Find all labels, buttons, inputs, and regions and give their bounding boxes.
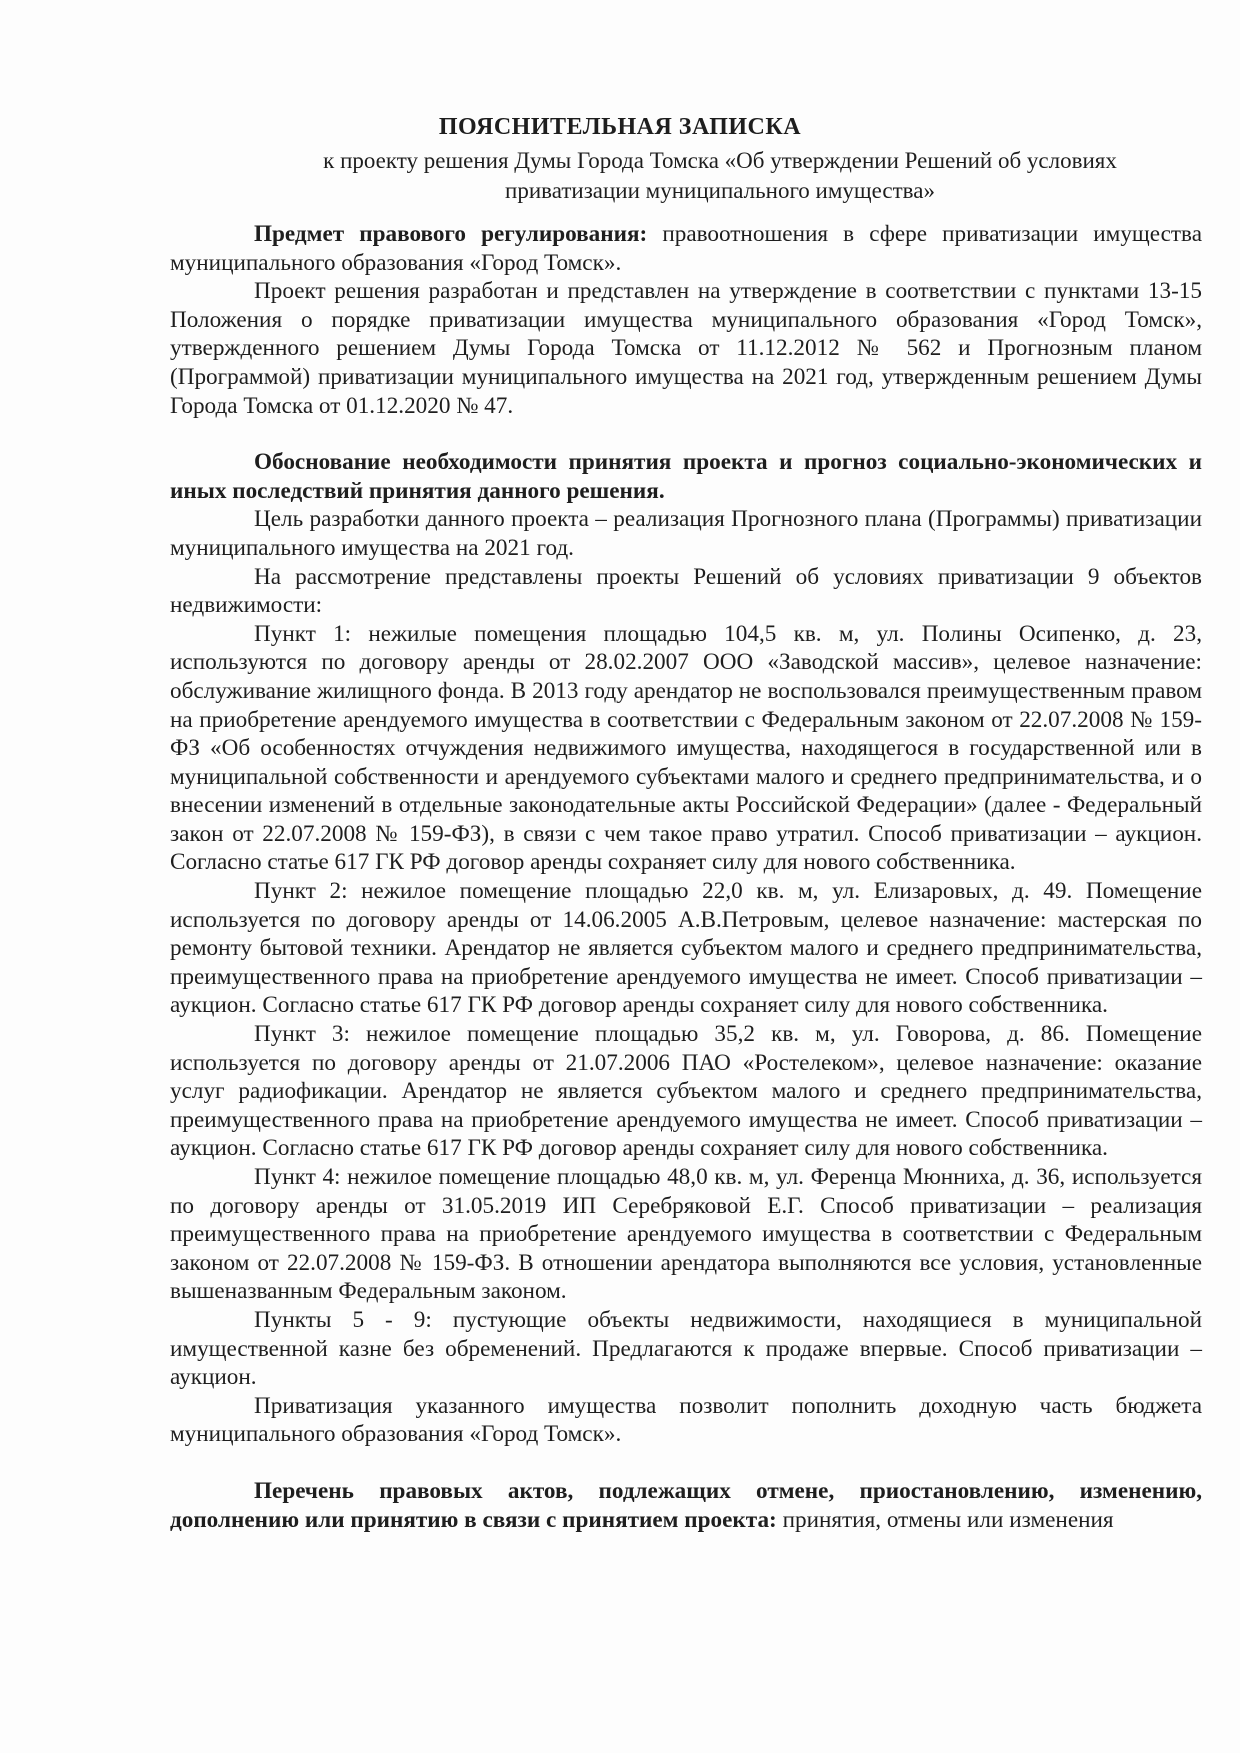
budget-paragraph: Приватизация указанного имущества позволит пополнить доходную часть бюджета муниципального образования «Город Томск». bbox=[170, 1392, 1202, 1448]
section-justification-heading: Обоснование необходимости принятия проекта и прогноз социально-экономических и иных последствий принятия данного решения. bbox=[170, 449, 1202, 504]
section-subject-basis-paragraph: Проект решения разработан и представлен на утверждение в соответствии с пунктами 13-15 Положения о порядке приватизации имущества муниципального образования «Город Томск», утвержденного решением Думы Города Томска от 11.12.2012 № 562 и Прогнозным планом (Программой) приватизации муниципального имущества на 2021 год, утвержденным решением Думы Города Томска от 01.12.2020 № 47. bbox=[170, 278, 1202, 419]
item-1-paragraph: Пункт 1: нежилые помещения площадью 104,5 кв. м, ул. Полины Осипенко, д. 23, используются по договору аренды от 28.02.2007 ООО «Заводской массив», целевое назначение: обслуживание жилищного фонда. В 2013 году арендатор не воспользовался преимущественным правом на приобретение арендуемого имущества в соответствии с Федеральным законом от 22.07.2008 № 159-ФЗ «Об особенностях отчуждения недвижимого имущества, находящегося в государственной или в муниципальной собственности и арендуемого субъектами малого и среднего предпринимательства, и о внесении изменений в отдельные законодательные акты Российской Федерации» (далее - Федеральный закон от 22.07.2008 № 159-ФЗ), в связи с чем такое право утратил. Способ приватизации – аукцион. Согласно статье 617 ГК РФ договор аренды сохраняет силу для нового собственника. bbox=[170, 620, 1202, 876]
section-legal-acts-text: принятия, отмены или изменения bbox=[776, 1506, 1114, 1533]
justification-goal-paragraph: Цель разработки данного проекта – реализация Прогнозного плана (Программы) приватизации муниципального имущества на 2021 год. bbox=[170, 506, 1202, 561]
section-subject-heading: Предмет правового регулирования: bbox=[254, 221, 648, 247]
document-body bbox=[170, 220, 1202, 1534]
section-subject-paragraph bbox=[170, 220, 1202, 277]
item-2-paragraph: Пункт 2: нежилое помещение площадью 22,0 кв. м, ул. Елизаровых, д. 49. Помещение используется по договору аренды от 14.06.2005 А.В.Петровым, целевое назначение: мастерская по ремонту бытовой техники. Арендатор не является субъектом малого и среднего предпринимательства, преимущественного права на приобретение арендуемого имущества не имеет. Способ приватизации – аукцион. Согласно статье 617 ГК РФ договор аренды сохраняет силу для нового собственника. bbox=[170, 878, 1202, 1019]
document-title: ПОЯСНИТЕЛЬНАЯ ЗАПИСКА bbox=[438, 114, 802, 140]
section-legal-acts-heading: Перечень правовых актов, подлежащих отмене, приостановлению, изменению, дополнению или принятию в связи с принятием проекта: bbox=[170, 1477, 1202, 1533]
section-subject-text: правоотношения в сфере приватизации имущества муниципального образования «Город Томск». bbox=[170, 221, 1202, 276]
items-5-9-paragraph: Пункты 5 - 9: пустующие объекты недвижимости, находящиеся в муниципальной имущественной казне без обременений. Предлагаются к продаже впервые. Способ приватизации – аукцион. bbox=[170, 1306, 1202, 1391]
justification-objects-paragraph: На рассмотрение представлены проекты Решений об условиях приватизации 9 объектов недвижимости: bbox=[170, 563, 1202, 619]
section-legal-acts-paragraph bbox=[170, 1477, 1202, 1534]
document-subtitle: к проекту решения Думы Города Томска «Об утверждении Решений об условиях приватизации муниципального имущества» bbox=[323, 148, 1117, 203]
item-4-paragraph: Пункт 4: нежилое помещение площадью 48,0 кв. м, ул. Ференца Мюнниха, д. 36, используется по договору аренды от 31.05.2019 ИП Серебряковой Е.Г. Способ приватизации – реализация преимущественного права на приобретение арендуемого имущества в соответствии с Федеральным законом от 22.07.2008 № 159-ФЗ. В отношении арендатора выполняются все условия, установленные вышеназванным Федеральным законом. bbox=[170, 1164, 1202, 1305]
item-3-paragraph: Пункт 3: нежилое помещение площадью 35,2 кв. м, ул. Говорова, д. 86. Помещение используется по договору аренды от 21.07.2006 ПАО «Ростелеком», целевое назначение: оказание услуг радиофикации. Арендатор не является субъектом малого и среднего предпринимательства, преимущественного права на приобретение арендуемого имущества не имеет. Способ приватизации – аукцион. Согласно статье 617 ГК РФ договор аренды сохраняет силу для нового собственника. bbox=[170, 1021, 1202, 1162]
